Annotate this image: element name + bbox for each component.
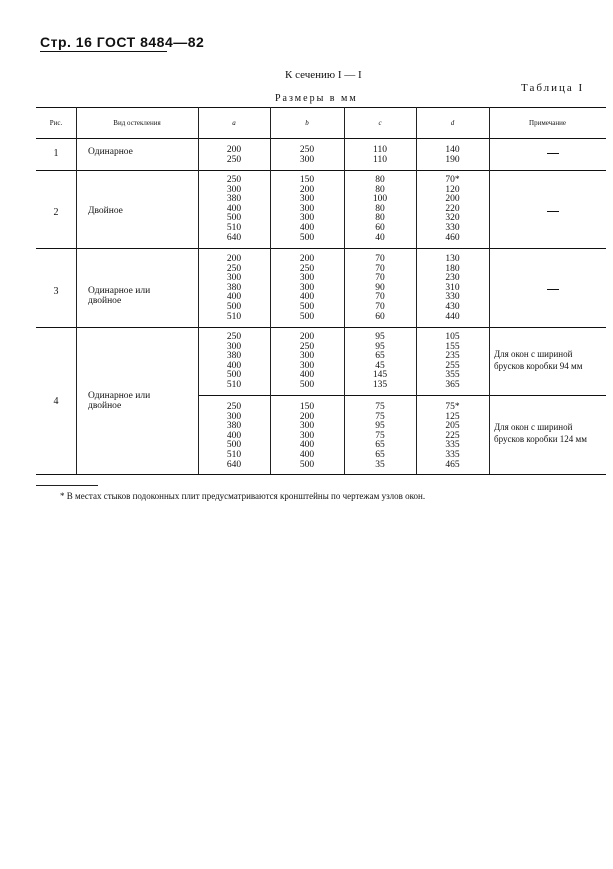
row-1-c: 110 110 xyxy=(373,145,387,165)
units-caption: Размеры в мм xyxy=(275,93,358,104)
row-3-c: 70 70 70 90 70 70 60 xyxy=(375,254,385,322)
row-2-d: 70* 120 200 220 320 330 460 xyxy=(445,175,460,243)
row-2-a: 250 300 380 400 500 510 640 xyxy=(226,175,242,243)
row-4b-c: 75 75 95 75 65 65 35 xyxy=(375,402,385,470)
row-1-fig: 1 xyxy=(53,148,59,159)
row-4b-b: 150 200 300 300 400 400 500 xyxy=(299,402,315,470)
row-2-b: 150 200 300 300 300 400 500 xyxy=(299,175,315,243)
table-top-rule xyxy=(36,107,606,108)
row-2-glazing: Двойное xyxy=(88,206,123,216)
page-header: Стр. 16 ГОСТ 8484—82 xyxy=(40,34,205,50)
row-1-d: 140 190 xyxy=(445,145,460,165)
row-2-note-dash xyxy=(547,211,559,212)
row-4a-b: 200 250 300 300 400 500 xyxy=(299,332,315,390)
row-1-note-dash xyxy=(547,153,559,154)
row-1-glazing: Одинарное xyxy=(88,147,133,157)
row-4a-c: 95 95 65 45 145 135 xyxy=(372,332,388,390)
column-divider xyxy=(489,107,490,474)
row-3-fig: 3 xyxy=(53,286,59,297)
header-underline xyxy=(40,51,167,52)
column-header-b: b xyxy=(305,119,309,127)
row-3-d: 130 180 230 310 330 430 440 xyxy=(445,254,460,322)
row-4b-a: 250 300 380 400 500 510 640 xyxy=(226,402,242,470)
section-reference: К сечению I — I xyxy=(285,69,362,81)
row-1-b: 250 300 xyxy=(299,145,315,165)
row-2-fig: 2 xyxy=(53,207,59,218)
row-divider xyxy=(36,170,606,171)
column-header-c: c xyxy=(378,119,382,127)
row-4a-d: 105 155 235 255 355 365 xyxy=(445,332,460,390)
table-header-rule xyxy=(36,138,606,139)
row-2-c: 80 80 100 80 80 60 40 xyxy=(372,175,388,243)
row-4-fig: 4 xyxy=(53,396,59,407)
row-1-a: 200 250 xyxy=(226,145,242,165)
row-divider xyxy=(36,248,606,249)
row-divider xyxy=(36,327,606,328)
column-header-fig: Рис. xyxy=(49,119,63,127)
row-3-glazing: Одинарное или двойное xyxy=(88,286,151,306)
subrow-divider xyxy=(198,395,606,396)
footnote-rule xyxy=(36,485,98,486)
row-3-b: 200 250 300 300 400 500 500 xyxy=(299,254,315,322)
row-4b-d: 75* 125 205 225 335 335 465 xyxy=(445,402,460,470)
column-header-a: a xyxy=(232,119,236,127)
row-3-note-dash xyxy=(547,289,559,290)
row-4a-note: Для окон с шириной брусков коробки 94 мм xyxy=(494,349,583,371)
row-4-glazing: Одинарное или двойное xyxy=(88,391,151,411)
table-label: Таблица I xyxy=(521,82,585,94)
column-header-note: Примечание xyxy=(529,119,566,127)
footnote: * В местах стыков подоконных плит предусматриваются кронштейны по чертежам узлов окон. xyxy=(60,491,426,501)
column-divider xyxy=(76,107,77,474)
table-bottom-rule xyxy=(36,474,606,475)
row-4b-note: Для окон с шириной брусков коробки 124 мм xyxy=(494,422,587,444)
row-4a-a: 250 300 380 400 500 510 xyxy=(226,332,242,390)
column-header-d: d xyxy=(450,119,455,127)
row-3-a: 200 250 300 380 400 500 510 xyxy=(226,254,242,322)
column-header-glazing: Вид остекления xyxy=(113,119,161,127)
